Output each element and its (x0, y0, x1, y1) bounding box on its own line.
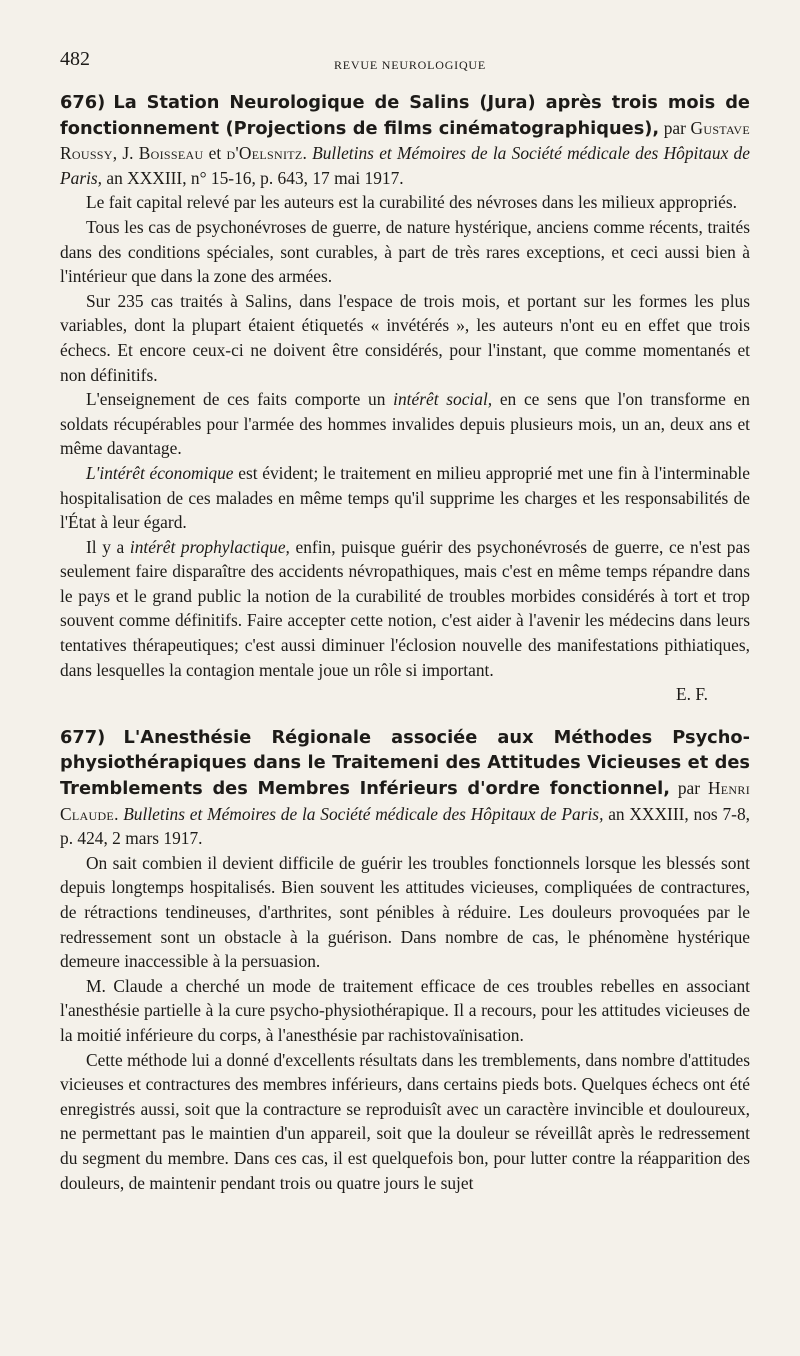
running-head: REVUE NEUROLOGIQUE (333, 58, 487, 72)
author-separator: . (114, 803, 124, 824)
page-header (60, 48, 760, 78)
author-name: Henri Claude (60, 778, 750, 824)
paragraph: On sait combien il devient difficile de guérir les troubles fonctionnels lorsque les blessés sont depuis longtemps hospitalisés. Bien souvent les attitudes vicieuses, compliquées de contractures, de rétractions tendineuses, d'arthrites, sont pénibles à réduire. Les douleurs provoquées par le redressement sont un obstacle à la guérison. Dans nombre de cas, le phénomène hystérique demeure inaccessible à la persuasion. (60, 852, 750, 972)
signature: E. F. (676, 684, 708, 705)
text-run: enfin, puisque guérir des psychonévrosés de guerre, ce n'est pas seulement faire disparaître des accidents névropathiques, mais c'est en même temps répandre dans le pays et le grand public la notion de la curabilité de troubles morbides considérés à tort et trop souvent comme définitifs. Faire accepter cette notion, c'est aider à l'avenir les médecins dans leurs tentatives thérapeutiques; c'est aussi diminuer l'éclosion nouvelle des manifestations pithiatiques, dans lesquelles la contagion mentale joue un rôle si important. (60, 536, 750, 680)
citation-details: an XXXIII, n° 15-16, p. 643, 17 mai 1917. (102, 167, 404, 188)
text-run: est évident; le traitement en milieu approprié met une fin à l'interminable hospitalisation de ces malades en même temps qu'il supprime les charges et les responsabilités de l'État à leur égard. (60, 462, 750, 533)
article-spacer (60, 707, 750, 725)
text-run: L'enseignement de ces faits comporte un (86, 389, 394, 410)
text-column (60, 90, 750, 1195)
article-title: La Station Neurologique de Salins (Jura) après trois mois de fonctionnement (Projections de films cinématographiques), (60, 92, 750, 139)
text-run: Il y a (86, 536, 130, 557)
author-name: Gustave Roussy (60, 117, 750, 164)
article-number: 676) (60, 92, 106, 113)
journal-name: Bulletins et Mémoires de la Société médicale des Hôpitaux de Paris, (123, 803, 604, 824)
article-676 (60, 90, 750, 707)
author-name: d'Oelsnitz (226, 143, 303, 164)
by-word: par (663, 117, 686, 138)
author-separator: et (203, 143, 227, 164)
emphasis: L'intérêt économique (86, 462, 234, 483)
author-separator: . (302, 143, 313, 164)
article-heading (60, 90, 750, 190)
paragraph (60, 387, 750, 461)
article-title: L'Anesthésie Régionale associée aux Méthodes Psycho-physiothérapiques dans le Traitemeni des Attitudes Vicieuses et des Tremblements des Membres Inférieurs d'ordre fonctionnel, (60, 726, 750, 800)
article-number: 677) (60, 726, 106, 748)
citation-details: an XXXIII, nos 7-8, p. 424, 2 mars 1917. (60, 803, 750, 849)
text-run: en ce sens que l'on transforme en soldats récupérables pour l'armée des hommes invalides depuis plusieurs mois, un an, deux ans et même davantage. (60, 389, 750, 459)
by-word: par (677, 778, 701, 799)
author-separator: , J. (112, 143, 139, 164)
article-heading (60, 725, 750, 851)
paragraph: M. Claude a cherché un mode de traitement efficace de ces troubles rebelles en associant l'anesthésie partielle à la cure psycho-physiothérapique. Il a recours, pour les attitudes vicieuses de la moitié inférieure du corps, à l'anesthésie par rachistovaïnisation. (60, 975, 750, 1045)
emphasis: intérêt prophylactique, (129, 536, 290, 557)
paragraph (60, 461, 750, 535)
author-name: Boisseau (138, 143, 204, 164)
paragraph: Sur 235 cas traités à Salins, dans l'espace de trois mois, et portant sur les formes les plus variables, dont la plupart étaient étiquetés « invétérés », les auteurs n'ont eu en effet que trois échecs. Et encore ceux-ci ne doivent être considérés, pour l'instant, que comme momentanés et non définitifs. (60, 290, 750, 385)
paragraph (60, 535, 750, 683)
page-number: 482 (60, 48, 90, 70)
article-677 (60, 725, 750, 1195)
journal-name: Bulletins et Mémoires de la Société médicale des Hôpitaux de Paris, (60, 143, 750, 188)
paragraph: Le fait capital relevé par les auteurs est la curabilité des névroses dans les milieux appropriés. (86, 192, 737, 213)
paragraph: Cette méthode lui a donné d'excellents résultats dans les tremblements, dans nombre d'attitudes vicieuses et contractures des membres inférieurs, dans certains pieds bots. Quelques échecs ont été enregistrés aussi, soit que la contracture se reproduisît avec un caractère invincible et douloureux, ne permettant pas le maintien d'un appareil, soit que la douleur se réveillât après le redressement du segment du membre. Dans ces cas, il est quelquefois bon, pour lutter contre la réapparition des douleurs, de maintenir pendant trois ou quatre jours le sujet (60, 1049, 750, 1193)
emphasis: intérêt social, (393, 389, 493, 410)
paragraph: Tous les cas de psychonévroses de guerre, de nature hystérique, anciens comme récents, traités dans des conditions spéciales, sont curables, à part de très rares exceptions, et ceci aussi bien à l'intérieur que dans la zone des armées. (60, 216, 750, 287)
